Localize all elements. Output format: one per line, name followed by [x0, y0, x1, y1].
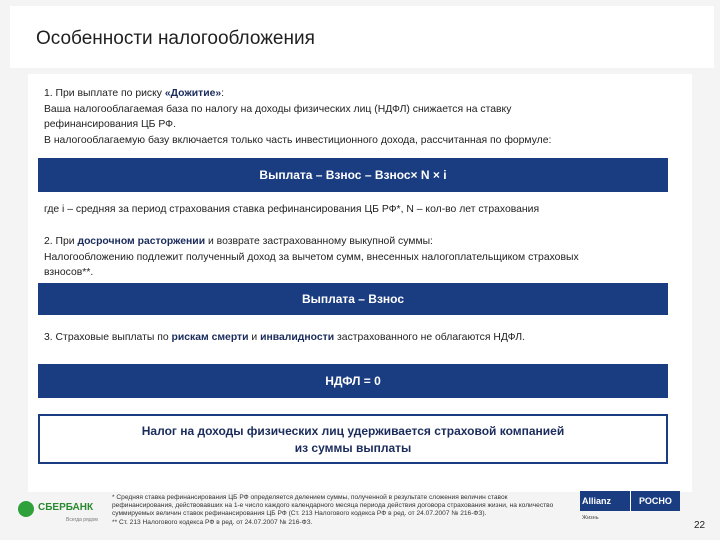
allianz-sub: Жизнь	[582, 515, 599, 521]
rosno-label: РОСНО	[630, 491, 680, 511]
formula-3: НДФЛ = 0	[325, 374, 381, 388]
allianz-label: Allianz	[580, 491, 630, 511]
section-1	[44, 86, 551, 148]
section-1-line-1: 1. При выплате по риску «Дожитие»:	[44, 88, 225, 99]
page-number: 22	[694, 520, 706, 531]
formula-band-1	[38, 158, 668, 192]
conclusion-line-1: Налог на доходы физических лиц удерживается страховой компанией	[141, 424, 565, 438]
footnote-1: * Средняя ставка рефинансирования ЦБ РФ определяется делением суммы, полученной в результате сложения величин ставок рефинансирования, действовавших на 1-е число каждого календарного месяца периода действия договора страхования жизни, на количество суммируемых величин ставок рефинансирования ЦБ РФ (Ст. 213 Налогового кодекса РФ в ред. от 24.07.2007 № 216-ФЗ).	[112, 494, 554, 518]
sberbank-logo	[16, 497, 108, 529]
page-title: Особенности налогообложения	[36, 28, 315, 49]
section-1-line-2: Ваша налогооблагаемая база по налогу на доходы физических лиц (НДФЛ) снижается на ставку	[44, 103, 512, 115]
formula-1: Выплата – Взнос – Взнос× N × i	[259, 168, 447, 182]
section-2-line-1: 2. При досрочном расторжении и возврате застрахованному выкупной суммы:	[44, 236, 433, 247]
formula-2: Выплата – Взнос	[301, 292, 405, 306]
formula-band-3	[38, 364, 668, 398]
section-3: 3. Страховые выплаты по рискам смерти и инвалидности застрахованного не облагаются НДФЛ.	[44, 332, 525, 343]
footnote-2: ** Ст. 213 Налогового кодекса РФ в ред. от 24.07.2007 № 216-ФЗ.	[112, 518, 313, 526]
section-1-line-3: рефинансирования ЦБ РФ.	[44, 119, 176, 130]
section-2-line-3: взносов**.	[44, 267, 94, 278]
where-note: где i – средняя за период страхования ставка рефинансирования ЦБ РФ*, N – кол-во лет страхования	[44, 204, 540, 215]
allianz-rosno-logo	[580, 491, 680, 523]
section-1-line-4: В налогооблагаемую базу включается только часть инвестиционного дохода, рассчитанная по формуле:	[44, 134, 552, 146]
formula-band-2	[38, 283, 668, 315]
conclusion-box	[38, 414, 668, 464]
section-2-line-2: Налогообложению подлежит полученный доход за вычетом сумм, внесенных налогоплательщиком страховых	[44, 251, 579, 263]
section-2	[44, 234, 579, 281]
sberbank-emblem-icon	[18, 501, 34, 517]
sberbank-name: СБЕРБАНК	[38, 502, 94, 513]
footnotes	[112, 494, 570, 527]
sberbank-slogan: Всегда рядом	[66, 517, 98, 523]
conclusion-line-2: из суммы выплаты	[294, 441, 412, 455]
